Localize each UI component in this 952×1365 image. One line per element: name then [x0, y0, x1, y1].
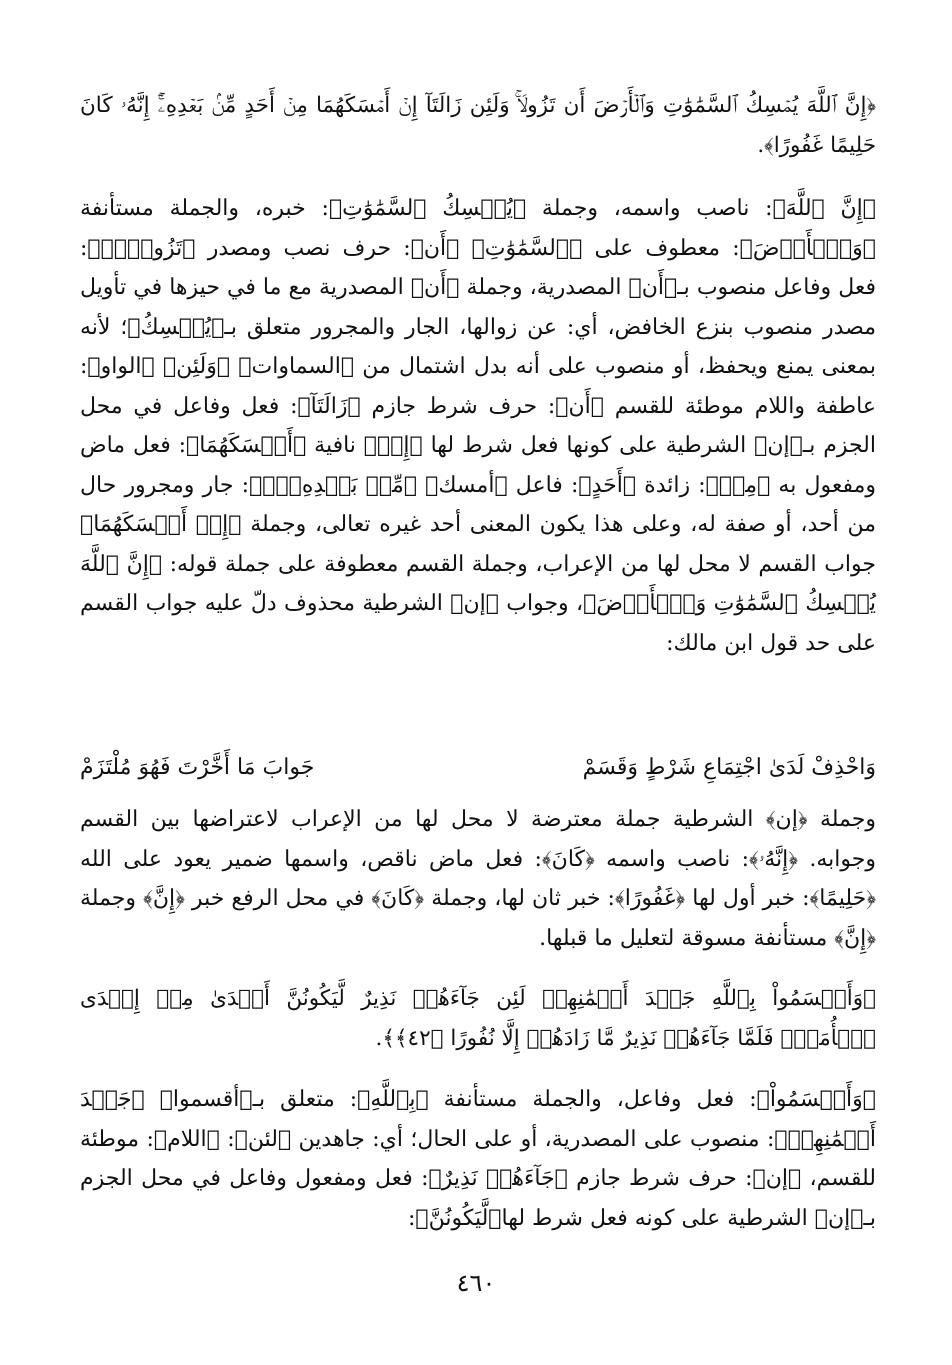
poem-second-hemistich: جَوابَ مَا أَخَّرْتَ فَهُوَ مُلْتَزَمْ [80, 755, 315, 780]
irab-paragraph-3: ﴿وَأَقۡسَمُواْ﴾: فعل وفاعل، والجملة مستأنفة ﴿بِٱللَّهِ﴾: متعلق بـ﴿أقسموا﴾ ﴿جَهۡدَ أَيۡمَٰنِهِمۡ﴾: منصوب على المصدرية، أو على الحال؛ أي: جاهدين ﴿لئن﴾: ﴿اللام﴾: موطئة للقسم، ﴿إن﴾: حرف شرط جازم ﴿جَآءَهُمۡ نَذِيرٌ﴾: فعل ومفعول وفاعل في محل الجزم بـ﴿إن﴾ الشرطية على كونه فعل شرط لها﴿لَّيَكُونُنَّ﴾: [80, 1087, 876, 1231]
page-number: ٤٦٠ [456, 1269, 496, 1297]
irab-paragraph-1: ﴿إِنَّ ٱللَّهَ﴾: ناصب واسمه، وجملة ﴿يُمۡسِكُ ٱلسَّمَٰوَٰتِ﴾: خبره، والجملة مستأنفة ﴿وَٱلۡأَرۡضَ﴾: معطوف على ﴿ٱلسَّمَٰوَٰتِ﴾ ﴿أَن﴾: حرف نصب ومصدر ﴿تَزُولَاۚ﴾: فعل وفاعل منصوب بـ﴿أَن﴾ المصدرية، وجملة ﴿أَن﴾ المصدرية مع ما في حيزها في تأويل مصدر منصوب بنزع الخافض، أي: عن زوالها، الجار والمجرور متعلق بـ﴿يُمۡسِكُ﴾؛ لأنه بمعنى يمنع ويحفظ، أو منصوب على أنه بدل اشتمال من ﴿السماوات﴾ ﴿وَلَئِن﴾ ﴿الواو﴾: عاطفة واللام موطئة للقسم ﴿أَن﴾: حرف شرط جازم ﴿زَالَتَآ﴾: فعل وفاعل في محل الجزم بـ﴿إن﴾ الشرطية على كونها فعل شرط لها ﴿إِنۡ﴾ نافية ﴿أَمۡسَكَهُمَا﴾: فعل ماض ومفعول به ﴿مِنۡ﴾: زائدة ﴿أَحَدٍ﴾: فاعل ﴿أمسك﴾ ﴿مِّنۢ بَعۡدِهِۦٓۚ﴾: جار ومجرور حال من أحد، أو صفة له، وعلى هذا يكون المعنى أحد غيره تعالى، وجملة ﴿إِنۡ أَمۡسَكَهُمَا﴾ جواب القسم لا محل لها من الإعراب، وجملة القسم معطوفة على جملة قوله: ﴿إِنَّ ٱللَّهَ يُمۡسِكُ ٱلسَّمَٰوَٰتِ وَٱلۡأَرۡضَ﴾، وجواب ﴿إن﴾ الشرطية محذوف دلّ عليه جواب القسم على حد قول ابن مالك: [80, 196, 876, 656]
poem-first-hemistich: وَاحْذِفْ لَدَىٰ اجْتِمَاعِ شَرْطٍ وَقَسَمْ [582, 755, 876, 780]
poem-line [80, 748, 876, 787]
quran-verse-35-41: ﴿إِنَّ ٱللَّهَ يُمۡسِكُ ٱلسَّمَٰوَٰتِ وَٱلۡأَرۡضَ أَن تَزُولَاۚ وَلَئِن زَالَتَآ إِنۡ أَمۡسَكَهُمَا مِنۡ أَحَدٍ مِّنۢ بَعۡدِهِۦٓۚ إِنَّهُۥ كَانَ حَلِيمًا غَفُورًا﴾. [80, 93, 876, 158]
quran-verse-35-42: ﴿وَأَقۡسَمُواْ بِٱللَّهِ جَهۡدَ أَيۡمَٰنِهِمۡ لَئِن جَآءَهُمۡ نَذِيرٌ لَّيَكُونُنَّ أَهۡدَىٰ مِنۡ إِحۡدَى ٱلۡأُمَمِۖ فَلَمَّا جَآءَهُمۡ نَذِيرٌ مَّا زَادَهُمۡ إِلَّا نُفُورًا ﴿٤٢﴾﴾. [80, 986, 876, 1051]
irab-paragraph-2: وجملة ﴿إن﴾ الشرطية جملة معترضة لا محل لها من الإعراب لاعتراضها بين القسم وجوابه. ﴿إِنَّهُۥ﴾: ناصب واسمه ﴿كَانَ﴾: فعل ماض ناقص، واسمها ضمير يعود على الله ﴿حَلِيمًا﴾: خبر أول لها ﴿غَفُورًا﴾: خبر ثان لها، وجملة ﴿كَانَ﴾ في محل الرفع خبر ﴿إِنَّ﴾ وجملة ﴿إِنَّ﴾ مستأنفة مسوقة لتعليل ما قبلها. [80, 807, 876, 951]
